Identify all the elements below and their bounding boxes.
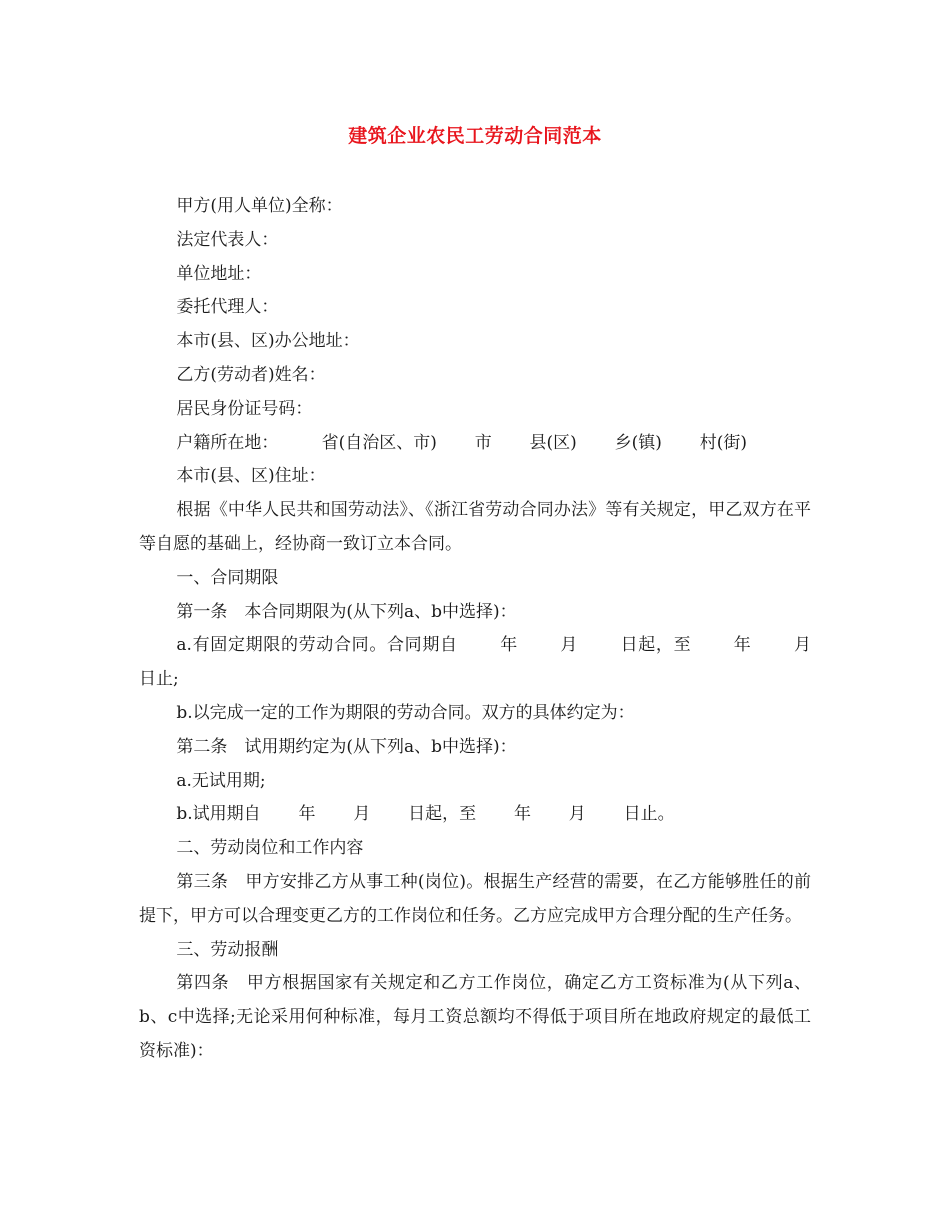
document-title: 建筑企业农民工劳动合同范本: [348, 125, 602, 147]
paragraph-preamble: 根据《中华人民共和国劳动法》、《浙江省劳动合同办法》等有关规定，甲乙双方在平等自愿的基础上，经协商一致订立本合同。: [139, 500, 811, 554]
paragraph-party-b-name: 乙方(劳动者)姓名：: [176, 364, 326, 385]
paragraph-legal-representative: 法定代表人：: [176, 229, 279, 250]
section-heading-contract-term: 一、合同期限: [176, 567, 279, 588]
article-1: 第一条 本合同期限为(从下列a、b中选择)：: [176, 601, 517, 622]
paragraph-household-registration: 户籍所在地： 省(自治区、市) 市 县(区) 乡(镇) 村(街): [176, 432, 747, 453]
section-heading-remuneration: 三、劳动报酬: [176, 939, 279, 960]
article-1-option-b: b.以完成一定的工作为期限的劳动合同。双方的具体约定为：: [176, 702, 635, 723]
article-1-option-a: a.有固定期限的劳动合同。合同期自 年 月 日起，至 年 月 日止;: [139, 635, 849, 690]
section-heading-job-position: 二、劳动岗位和工作内容: [176, 838, 364, 859]
paragraph-local-office-address: 本市(县、区)办公地址：: [176, 331, 360, 352]
paragraph-entrusted-agent: 委托代理人：: [176, 297, 279, 318]
article-4: 第四条 甲方根据国家有关规定和乙方工作岗位，确定乙方工资标准为(从下列a、b、c中选择;无论采用何种标准，每月工资总额均不得低于项目所在地政府规定的最低工资标准)：: [139, 973, 811, 1061]
document-body: [139, 190, 849, 1069]
article-2-option-b: b.试用期自 年 月 日起，至 年 月 日止。: [176, 804, 675, 825]
paragraph-id-number: 居民身份证号码：: [176, 398, 313, 419]
paragraph-company-address: 单位地址：: [176, 263, 262, 284]
article-3: 第三条 甲方安排乙方从事工种(岗位)。根据生产经营的需要，在乙方能够胜任的前提下，甲方可以合理变更乙方的工作岗位和任务。乙方应完成甲方合理分配的生产任务。: [139, 871, 811, 926]
article-2-option-a: a.无试用期;: [176, 770, 266, 791]
paragraph-local-residence: 本市(县、区)住址：: [176, 466, 326, 487]
paragraph-party-a-name: 甲方(用人单位)全称：: [176, 196, 343, 216]
article-2: 第二条 试用期约定为(从下列a、b中选择)：: [176, 736, 517, 757]
